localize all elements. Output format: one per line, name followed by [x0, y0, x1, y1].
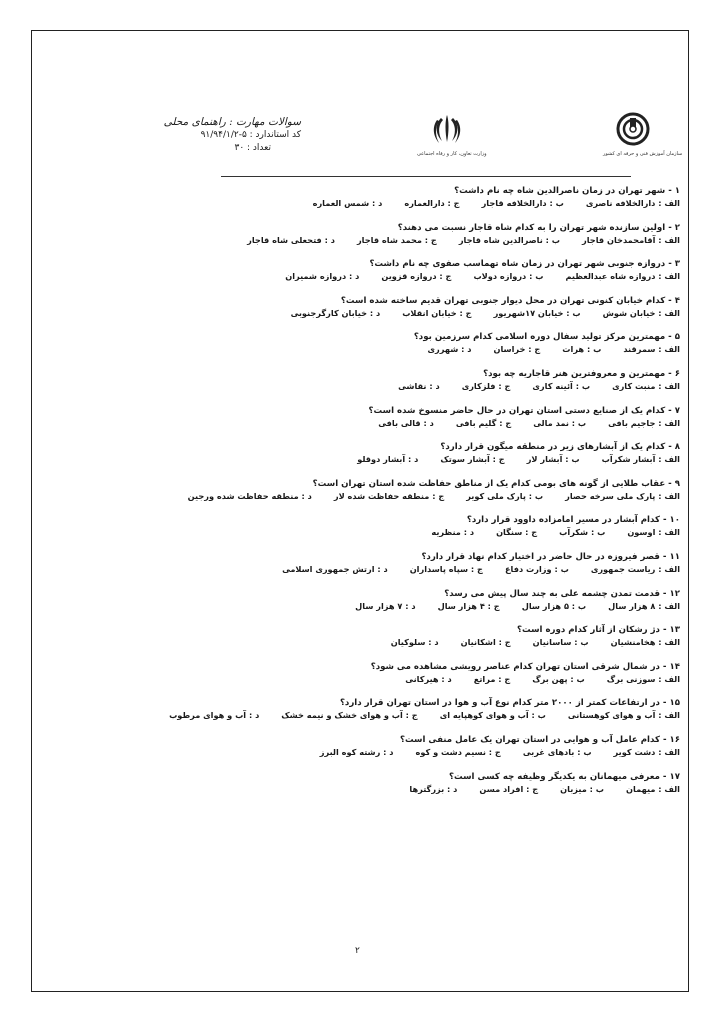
question-text: ۱۵ - در ارتفاعات کمتر از ۲۰۰۰ متر کدام نوع آب و هوا در استان تهران قرار دارد؟	[339, 698, 680, 709]
answer-options	[120, 784, 680, 795]
organization-logo	[603, 112, 683, 157]
ministry-caption: وزارت تعاون، کار و رفاه اجتماعی	[417, 151, 487, 157]
answer-option: ج : سنگان	[496, 527, 538, 538]
answer-options	[120, 527, 680, 538]
answer-option: ب : میزبان	[560, 783, 605, 794]
exam-title: سوالات مهارت : راهنمای محلی	[163, 116, 301, 128]
page-number: ۲	[355, 946, 360, 956]
question-text: ۱۴ - در شمال شرقی استان تهران کدام عناصر رویشی مشاهده می شود؟	[370, 661, 680, 672]
answer-option: د : منطقه حفاظت شده ورجین	[187, 490, 312, 501]
answer-option: د : نقاشی	[398, 380, 440, 391]
answer-options	[120, 491, 680, 502]
question-item	[120, 698, 680, 721]
answer-options	[120, 564, 680, 575]
answer-option: ب : ساسانیان	[532, 637, 589, 648]
answer-option: ج : اشکانیان	[460, 637, 511, 648]
answer-option: د : سلوکیان	[390, 637, 439, 648]
answer-option: ب : شکرآب	[559, 527, 606, 538]
question-text: ۱۲ - قدمت تمدن چشمه علی به چند سال پیش می رسد؟	[444, 588, 680, 599]
answer-option: الف : ۸ هزار سال	[608, 600, 680, 611]
answer-option: د : بزرگترها	[409, 783, 458, 794]
answer-option: د : خیابان کارگرجنوبی	[290, 307, 381, 318]
question-item	[120, 223, 680, 246]
answer-option: د : آب و هوای مرطوب	[169, 710, 260, 721]
question-text: ۷ - کدام یک از صنایع دستی استان تهران در حال حاضر منسوخ شده است؟	[368, 405, 680, 416]
answer-options	[120, 454, 680, 465]
answer-option: د : شمس العماره	[312, 198, 383, 208]
answer-option: د : دروازه شمیران	[285, 271, 360, 282]
question-item	[120, 442, 680, 465]
answer-option: ج : خیابان انقلاب	[402, 307, 472, 318]
answer-option: ب : نمد مالی	[533, 417, 587, 428]
question-item	[120, 735, 680, 758]
answer-option: ب : دروازه دولاب	[473, 271, 544, 282]
question-count: تعداد : ۳۰	[234, 143, 271, 153]
answer-options	[120, 710, 680, 721]
answer-option: ج : افراد مسن	[479, 783, 539, 794]
answer-option: د : ۷ هزار سال	[355, 600, 416, 611]
answer-option: ج : محمد شاه قاجار	[356, 234, 437, 245]
answer-option: ج : خراسان	[493, 344, 541, 355]
answer-options	[120, 637, 680, 648]
question-text: ۱۰ - کدام آبشار در مسیر امامزاده داوود قرار دارد؟	[466, 515, 680, 526]
question-item	[120, 369, 680, 392]
answer-option: د : رشته کوه البرز	[319, 746, 394, 757]
question-text: ۲ - اولین سازنده شهر تهران را به کدام شاه قاجار نسبت می دهند؟	[397, 222, 680, 233]
answer-options	[120, 674, 680, 685]
answer-option: د : شهرری	[427, 344, 472, 355]
ministry-logo	[417, 112, 487, 157]
answer-option: ب : پهن برگ	[532, 673, 585, 684]
answer-option: ب : ناصرالدین شاه قاجار	[458, 234, 561, 245]
question-text: ۶ - مهمترین و معروفترین هنر قاجاریه چه بود؟	[483, 368, 680, 379]
question-text: ۱ - شهر تهران در زمان ناصرالدین شاه چه نام داشت؟	[454, 186, 680, 196]
answer-option: د : فتحعلی شاه قاجار	[247, 234, 335, 245]
answer-options	[120, 308, 680, 319]
answer-option: الف : آبشار شکرآب	[601, 454, 680, 465]
answer-option: الف : سمرقند	[623, 344, 680, 355]
document-header	[31, 108, 689, 178]
answer-option: ب : پارک ملی کویر	[466, 490, 544, 501]
answer-option: ج : دارالعماره	[404, 198, 460, 208]
question-item	[120, 515, 680, 538]
answer-option: ب : هرات	[562, 344, 602, 355]
question-item	[120, 332, 680, 355]
iran-emblem-icon	[432, 112, 462, 146]
answer-option: ب : خیابان ۱۷شهریور	[493, 307, 581, 318]
answer-option: د : آبشار دوقلو	[357, 454, 419, 465]
question-item	[120, 406, 680, 429]
answer-options	[120, 601, 680, 612]
question-text: ۵ - مهمترین مرکز تولید سفال دوره اسلامی کدام سرزمین بود؟	[413, 332, 680, 343]
answer-option: الف : پارک ملی سرخه حصار	[565, 490, 680, 501]
answer-options	[120, 381, 680, 392]
answer-options	[120, 235, 680, 246]
answer-option: ج : آب و هوای خشک و نیمه خشک	[281, 710, 418, 721]
question-text: ۳ - دروازه جنوبی شهر تهران در زمان شاه تهماسب صفوی چه نام داشت؟	[369, 259, 680, 270]
answer-option: د : قالی بافی	[378, 417, 434, 428]
question-item	[120, 552, 680, 575]
answer-option: د : هیرکانی	[405, 673, 452, 684]
answer-options	[120, 198, 680, 209]
question-item	[120, 259, 680, 282]
question-text: ۱۱ - قصر فیروزه در حال حاضر در اختیار کدام نهاد قرار دارد؟	[421, 551, 680, 562]
question-text: ۸ - کدام یک از آبشارهای زیر در منطقه میگون قرار دارد؟	[440, 442, 680, 453]
answer-option: الف : ریاست جمهوری	[590, 563, 680, 574]
answer-option: ج : دروازه قزوین	[381, 271, 452, 282]
answer-option: د : ارتش جمهوری اسلامی	[282, 563, 388, 574]
question-item	[120, 625, 680, 648]
answer-options	[120, 418, 680, 429]
question-item	[120, 772, 680, 795]
answer-option: الف : هخامنشیان	[610, 637, 680, 648]
answer-option: الف : اوسون	[627, 527, 680, 538]
answer-option: ج : مراتع	[473, 673, 511, 684]
header-divider	[221, 176, 631, 177]
answer-option: الف : خیابان شوش	[602, 307, 680, 318]
answer-option: ب : آبشار لار	[526, 454, 580, 465]
answer-option: ب : آئینه کاری	[532, 380, 591, 391]
answer-option: ب : وزارت دفاع	[504, 563, 569, 574]
answer-option: ج : منطقه حفاظت شده لار	[333, 490, 445, 501]
answer-option: ب : بادهای غربی	[522, 746, 592, 757]
answer-option: ج : گلیم بافی	[455, 417, 512, 428]
question-text: ۴ - کدام خیابان کنونی تهران در محل دیوار جنوبی تهران قدیم ساخته شده است؟	[340, 295, 680, 306]
answer-option: الف : دروازه شاه عبدالعظیم	[565, 271, 680, 282]
answer-options	[120, 344, 680, 355]
question-text: ۱۳ - دژ رشکان از آثار کدام دوره است؟	[516, 625, 680, 636]
standard-code: کد استاندارد : ۵-۹۱/۹۴/۱/۲	[200, 130, 301, 140]
answer-option: الف : دارالخلافه ناصری	[585, 198, 680, 208]
question-item	[120, 662, 680, 685]
exam-info	[163, 116, 301, 155]
answer-option: ج : نسیم دشت و کوه	[415, 746, 501, 757]
question-list	[120, 186, 680, 808]
question-item	[120, 186, 680, 209]
answer-option: الف : جاجیم بافی	[608, 417, 680, 428]
question-text: ۹ - عقاب طلایی از گونه های بومی کدام یک از مناطق حفاظت شده استان تهران است؟	[312, 478, 680, 489]
answer-options	[120, 271, 680, 282]
answer-option: ج : سپاه پاسداران	[409, 563, 483, 574]
answer-option: ب : آب و هوای کوهپایه ای	[439, 710, 546, 721]
question-item	[120, 296, 680, 319]
question-text: ۱۷ - معرفی میهمانان به یکدیگر وظیفه چه کسی است؟	[449, 771, 680, 782]
answer-option: الف : دشت کویر	[613, 746, 680, 757]
answer-option: د : منظریه	[431, 527, 475, 538]
answer-option: الف : آقامحمدخان قاجار	[582, 234, 680, 245]
answer-option: الف : منبت کاری	[612, 380, 680, 391]
answer-option: ج : آبشار سوتک	[440, 454, 505, 465]
question-item	[120, 589, 680, 612]
organization-caption: سازمان آموزش فنی و حرفه ای کشور	[603, 151, 683, 157]
answer-option: الف : میهمان	[626, 783, 680, 794]
answer-options	[120, 747, 680, 758]
question-item	[120, 479, 680, 502]
answer-option: الف : آب و هوای کوهستانی	[567, 710, 680, 721]
organization-emblem-icon	[615, 112, 651, 146]
answer-option: ج : فلزکاری	[461, 380, 511, 391]
question-text: ۱۶ - کدام عامل آب و هوایی در استان تهران یک عامل منفی است؟	[399, 734, 680, 745]
answer-option: ب : ۵ هزار سال	[521, 600, 587, 611]
answer-option: ب : دارالخلافه قاجار	[481, 198, 564, 208]
answer-option: الف : سوزنی برگ	[606, 673, 680, 684]
answer-option: ج : ۴ هزار سال	[437, 600, 500, 611]
